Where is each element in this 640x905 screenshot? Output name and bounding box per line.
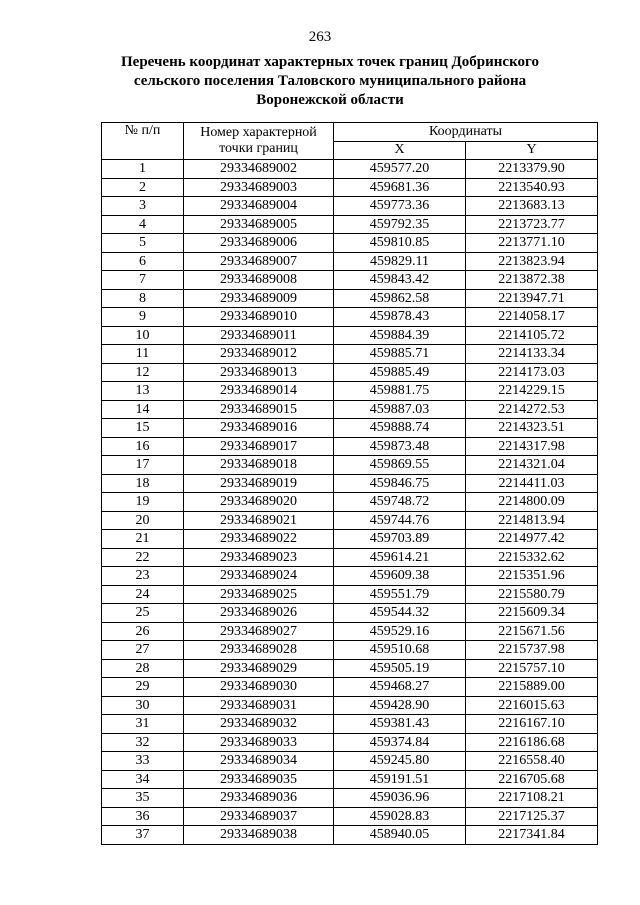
cell-number: 7: [102, 271, 184, 290]
cell-point-id: 29334689037: [184, 807, 334, 826]
header-coordinates: Координаты: [334, 123, 598, 142]
cell-x: 459885.49: [334, 363, 466, 382]
cell-x: 459846.75: [334, 474, 466, 493]
cell-number: 10: [102, 326, 184, 345]
table-row: [102, 789, 598, 808]
cell-point-id: 29334689019: [184, 474, 334, 493]
cell-y: 2213379.90: [466, 160, 598, 179]
document-title: [120, 53, 540, 110]
table-row: [102, 641, 598, 660]
cell-x: 459681.36: [334, 178, 466, 197]
cell-number: 32: [102, 733, 184, 752]
cell-x: 459884.39: [334, 326, 466, 345]
cell-point-id: 29334689013: [184, 363, 334, 382]
cell-y: 2216705.68: [466, 770, 598, 789]
cell-x: 459829.11: [334, 252, 466, 271]
cell-y: 2214173.03: [466, 363, 598, 382]
cell-point-id: 29334689038: [184, 826, 334, 845]
cell-number: 12: [102, 363, 184, 382]
cell-x: 458940.05: [334, 826, 466, 845]
cell-number: 6: [102, 252, 184, 271]
cell-point-id: 29334689029: [184, 659, 334, 678]
cell-y: 2213872.38: [466, 271, 598, 290]
cell-y: 2216015.63: [466, 696, 598, 715]
cell-point-id: 29334689026: [184, 604, 334, 623]
header-number: № п/п: [102, 123, 184, 160]
cell-x: 459888.74: [334, 419, 466, 438]
table-row: [102, 604, 598, 623]
cell-number: 23: [102, 567, 184, 586]
cell-x: 459551.79: [334, 585, 466, 604]
table-row: [102, 752, 598, 771]
cell-x: 459468.27: [334, 678, 466, 697]
cell-number: 15: [102, 419, 184, 438]
cell-number: 30: [102, 696, 184, 715]
cell-y: 2215351.96: [466, 567, 598, 586]
cell-y: 2213947.71: [466, 289, 598, 308]
cell-point-id: 29334689007: [184, 252, 334, 271]
table-row: [102, 215, 598, 234]
cell-x: 459862.58: [334, 289, 466, 308]
table-row: [102, 419, 598, 438]
cell-number: 8: [102, 289, 184, 308]
cell-x: 459544.32: [334, 604, 466, 623]
cell-number: 22: [102, 548, 184, 567]
cell-x: 459792.35: [334, 215, 466, 234]
cell-point-id: 29334689036: [184, 789, 334, 808]
cell-y: 2214800.09: [466, 493, 598, 512]
cell-point-id: 29334689008: [184, 271, 334, 290]
table-row: [102, 326, 598, 345]
cell-x: 459529.16: [334, 622, 466, 641]
cell-point-id: 29334689025: [184, 585, 334, 604]
cell-y: 2214321.04: [466, 456, 598, 475]
cell-number: 26: [102, 622, 184, 641]
cell-y: 2215737.98: [466, 641, 598, 660]
table-row: [102, 530, 598, 549]
table-row: [102, 363, 598, 382]
cell-x: 459810.85: [334, 234, 466, 253]
cell-x: 459744.76: [334, 511, 466, 530]
cell-x: 459609.38: [334, 567, 466, 586]
cell-x: 459887.03: [334, 400, 466, 419]
cell-number: 20: [102, 511, 184, 530]
cell-x: 459191.51: [334, 770, 466, 789]
cell-number: 16: [102, 437, 184, 456]
cell-number: 25: [102, 604, 184, 623]
cell-point-id: 29334689003: [184, 178, 334, 197]
cell-x: 459374.84: [334, 733, 466, 752]
cell-x: 459577.20: [334, 160, 466, 179]
cell-y: 2215580.79: [466, 585, 598, 604]
table-row: [102, 400, 598, 419]
cell-x: 459748.72: [334, 493, 466, 512]
cell-number: 28: [102, 659, 184, 678]
table-row: [102, 567, 598, 586]
cell-point-id: 29334689006: [184, 234, 334, 253]
cell-number: 1: [102, 160, 184, 179]
cell-y: 2214411.03: [466, 474, 598, 493]
header-y: Y: [466, 141, 598, 160]
cell-x: 459703.89: [334, 530, 466, 549]
table-row: [102, 733, 598, 752]
table-row: [102, 622, 598, 641]
cell-point-id: 29334689030: [184, 678, 334, 697]
cell-y: 2213540.93: [466, 178, 598, 197]
cell-x: 459885.71: [334, 345, 466, 364]
cell-number: 9: [102, 308, 184, 327]
cell-point-id: 29334689021: [184, 511, 334, 530]
cell-y: 2214272.53: [466, 400, 598, 419]
table-row: [102, 345, 598, 364]
cell-x: 459869.55: [334, 456, 466, 475]
table-row: [102, 826, 598, 845]
cell-y: 2215332.62: [466, 548, 598, 567]
cell-x: 459036.96: [334, 789, 466, 808]
table-row: [102, 474, 598, 493]
cell-x: 459245.80: [334, 752, 466, 771]
cell-number: 19: [102, 493, 184, 512]
cell-y: 2214133.34: [466, 345, 598, 364]
cell-number: 31: [102, 715, 184, 734]
cell-number: 35: [102, 789, 184, 808]
table-row: [102, 178, 598, 197]
title-line-3: Воронежской области: [256, 92, 404, 108]
cell-number: 11: [102, 345, 184, 364]
cell-point-id: 29334689031: [184, 696, 334, 715]
cell-x: 459773.36: [334, 197, 466, 216]
cell-number: 18: [102, 474, 184, 493]
table-row: [102, 271, 598, 290]
cell-y: 2215609.34: [466, 604, 598, 623]
cell-y: 2216186.68: [466, 733, 598, 752]
cell-point-id: 29334689032: [184, 715, 334, 734]
cell-point-id: 29334689004: [184, 197, 334, 216]
table-row: [102, 234, 598, 253]
cell-y: 2213823.94: [466, 252, 598, 271]
table-row: [102, 511, 598, 530]
cell-number: 5: [102, 234, 184, 253]
table-row: [102, 770, 598, 789]
table-body: [102, 160, 598, 845]
cell-y: 2215671.56: [466, 622, 598, 641]
cell-y: 2214977.42: [466, 530, 598, 549]
cell-number: 17: [102, 456, 184, 475]
cell-number: 13: [102, 382, 184, 401]
cell-point-id: 29334689011: [184, 326, 334, 345]
cell-y: 2216167.10: [466, 715, 598, 734]
table-row: [102, 659, 598, 678]
cell-number: 24: [102, 585, 184, 604]
cell-number: 37: [102, 826, 184, 845]
cell-point-id: 29334689010: [184, 308, 334, 327]
cell-x: 459881.75: [334, 382, 466, 401]
cell-point-id: 29334689009: [184, 289, 334, 308]
cell-x: 459510.68: [334, 641, 466, 660]
table-row: [102, 197, 598, 216]
cell-number: 2: [102, 178, 184, 197]
title-line-1: Перечень координат характерных точек границ Добринского: [121, 54, 539, 70]
cell-point-id: 29334689028: [184, 641, 334, 660]
page-number: 263: [308, 29, 332, 45]
table-row: [102, 585, 598, 604]
cell-number: 4: [102, 215, 184, 234]
cell-y: 2213683.13: [466, 197, 598, 216]
cell-x: 459843.42: [334, 271, 466, 290]
cell-x: 459381.43: [334, 715, 466, 734]
cell-number: 14: [102, 400, 184, 419]
cell-y: 2217108.21: [466, 789, 598, 808]
cell-point-id: 29334689014: [184, 382, 334, 401]
coordinates-table: [101, 122, 598, 845]
cell-y: 2214105.72: [466, 326, 598, 345]
cell-x: 459505.19: [334, 659, 466, 678]
cell-point-id: 29334689015: [184, 400, 334, 419]
cell-point-id: 29334689034: [184, 752, 334, 771]
table-row: [102, 160, 598, 179]
cell-point-id: 29334689005: [184, 215, 334, 234]
cell-y: 2214323.51: [466, 419, 598, 438]
header-x: X: [334, 141, 466, 160]
cell-point-id: 29334689020: [184, 493, 334, 512]
header-point: Номер характерной точки границ: [184, 123, 334, 160]
cell-x: 459614.21: [334, 548, 466, 567]
cell-y: 2213771.10: [466, 234, 598, 253]
cell-y: 2217341.84: [466, 826, 598, 845]
cell-number: 3: [102, 197, 184, 216]
cell-point-id: 29334689012: [184, 345, 334, 364]
cell-point-id: 29334689022: [184, 530, 334, 549]
table-row: [102, 715, 598, 734]
table-row: [102, 807, 598, 826]
table-row: [102, 548, 598, 567]
cell-number: 29: [102, 678, 184, 697]
cell-number: 27: [102, 641, 184, 660]
cell-y: 2216558.40: [466, 752, 598, 771]
cell-number: 34: [102, 770, 184, 789]
cell-x: 459878.43: [334, 308, 466, 327]
cell-point-id: 29334689027: [184, 622, 334, 641]
cell-x: 459028.83: [334, 807, 466, 826]
table-row: [102, 289, 598, 308]
cell-point-id: 29334689033: [184, 733, 334, 752]
cell-point-id: 29334689002: [184, 160, 334, 179]
table-row: [102, 252, 598, 271]
table-row: [102, 308, 598, 327]
table-row: [102, 382, 598, 401]
cell-point-id: 29334689024: [184, 567, 334, 586]
cell-y: 2217125.37: [466, 807, 598, 826]
cell-point-id: 29334689023: [184, 548, 334, 567]
cell-y: 2214317.98: [466, 437, 598, 456]
table-row: [102, 696, 598, 715]
table-row: [102, 437, 598, 456]
table-row: [102, 493, 598, 512]
cell-y: 2215757.10: [466, 659, 598, 678]
cell-y: 2213723.77: [466, 215, 598, 234]
cell-y: 2214229.15: [466, 382, 598, 401]
cell-number: 36: [102, 807, 184, 826]
cell-x: 459873.48: [334, 437, 466, 456]
title-line-2: сельского поселения Таловского муниципального района: [133, 73, 527, 89]
table-row: [102, 456, 598, 475]
cell-y: 2214813.94: [466, 511, 598, 530]
cell-y: 2215889.00: [466, 678, 598, 697]
cell-y: 2214058.17: [466, 308, 598, 327]
cell-number: 21: [102, 530, 184, 549]
cell-point-id: 29334689018: [184, 456, 334, 475]
cell-number: 33: [102, 752, 184, 771]
cell-point-id: 29334689017: [184, 437, 334, 456]
cell-point-id: 29334689035: [184, 770, 334, 789]
table-row: [102, 678, 598, 697]
cell-x: 459428.90: [334, 696, 466, 715]
cell-point-id: 29334689016: [184, 419, 334, 438]
